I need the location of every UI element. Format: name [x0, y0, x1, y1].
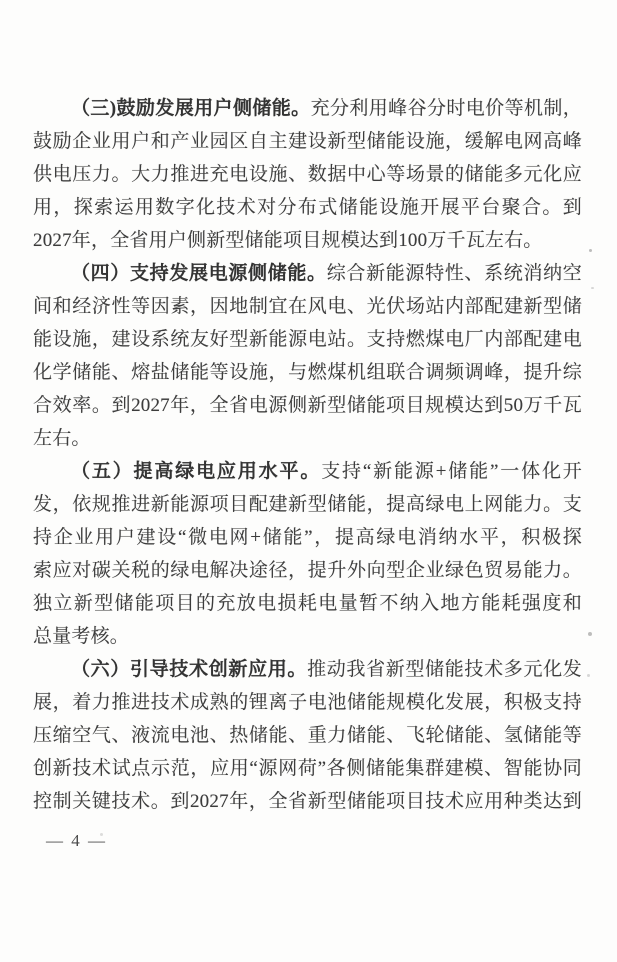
para-text: 支持“新能源+储能”一体化开 [321, 461, 582, 482]
para-text-line: 索应对碳关税的绿电解决途径，提升外向型企业绿色贸易能力。 [33, 560, 582, 581]
para-first-line [33, 257, 582, 290]
para-heading: （六）引导技术创新应用。 [71, 659, 308, 680]
para-heading: （四）支持发展电源侧储能。 [71, 263, 327, 284]
scan-speck [100, 833, 103, 836]
para-text-line: 间和经济性等因素，因地制宜在风电、光伏场站内部配建新型储 [33, 296, 582, 317]
scan-speck [591, 287, 594, 289]
para-heading: （五）提高绿电应用水平。 [71, 461, 322, 482]
scan-speck [589, 249, 592, 252]
para-last-line: 总量考核。 [33, 626, 130, 647]
para-last-line: 2027年，全省用户侧新型储能项目规模达到100万千瓦左右。 [33, 230, 543, 251]
para-heading: （三)鼓励发展用户侧储能。 [71, 98, 311, 119]
paragraph-item-4 [33, 257, 582, 455]
para-first-line [33, 92, 582, 125]
para-text-line: 供电压力。大力推进充电设施、数据中心等场景的储能多元化应 [33, 164, 582, 185]
para-text-line: 用，探索运用数字化技术对分布式储能设施开展平台聚合。到 [33, 197, 582, 218]
scan-speck [588, 632, 592, 636]
para-text: 综合新能源特性、系统消纳空 [326, 263, 582, 284]
para-text-line: 能设施，建设系统友好型新能源电站。支持燃煤电厂内部配建电 [33, 329, 582, 350]
para-text-line: 独立新型储能项目的充放电损耗电量暂不纳入地方能耗强度和 [33, 593, 582, 614]
scan-speck [587, 674, 590, 677]
para-text-line: 创新技术试点示范，应用“源网荷”各侧储能集群建模、智能协同 [33, 758, 582, 779]
para-text-line: 化学储能、熔盐储能等设施，与燃煤机组联合调频调峰，提升综 [33, 362, 582, 383]
para-text-line: 压缩空气、液流电池、热储能、重力储能、飞轮储能、氢储能等 [33, 725, 582, 746]
para-text: 推动我省新型储能技术多元化发 [307, 659, 582, 680]
para-first-line [33, 653, 582, 686]
para-text-line: 合效率。到2027年，全省电源侧新型储能项目规模达到50万千瓦 [33, 395, 582, 416]
para-text-line: 展，着力推进技术成熟的锂离子电池储能规模化发展，积极支持 [33, 692, 582, 713]
page-number: — 4 — [46, 831, 107, 850]
para-first-line [33, 455, 582, 488]
paragraph-item-5 [33, 455, 582, 653]
para-text-line: 控制关键技术。到2027年，全省新型储能项目技术应用种类达到 [33, 791, 582, 812]
para-text-line: 鼓励企业用户和产业园区自主建设新型储能设施，缓解电网高峰 [33, 131, 582, 152]
paragraph-item-3 [33, 92, 582, 257]
para-text-line: 持企业用户建设“微电网+储能”，提高绿电消纳水平，积极探 [33, 527, 582, 548]
document-body [33, 92, 582, 818]
para-text: 充分利用峰谷分时电价等机制， [310, 98, 582, 119]
paragraph-item-6 [33, 653, 582, 818]
para-text-line: 发，依规推进新能源项目配建新型储能，提高绿电上网能力。支 [33, 494, 582, 515]
para-last-line: 左右。 [33, 428, 91, 449]
